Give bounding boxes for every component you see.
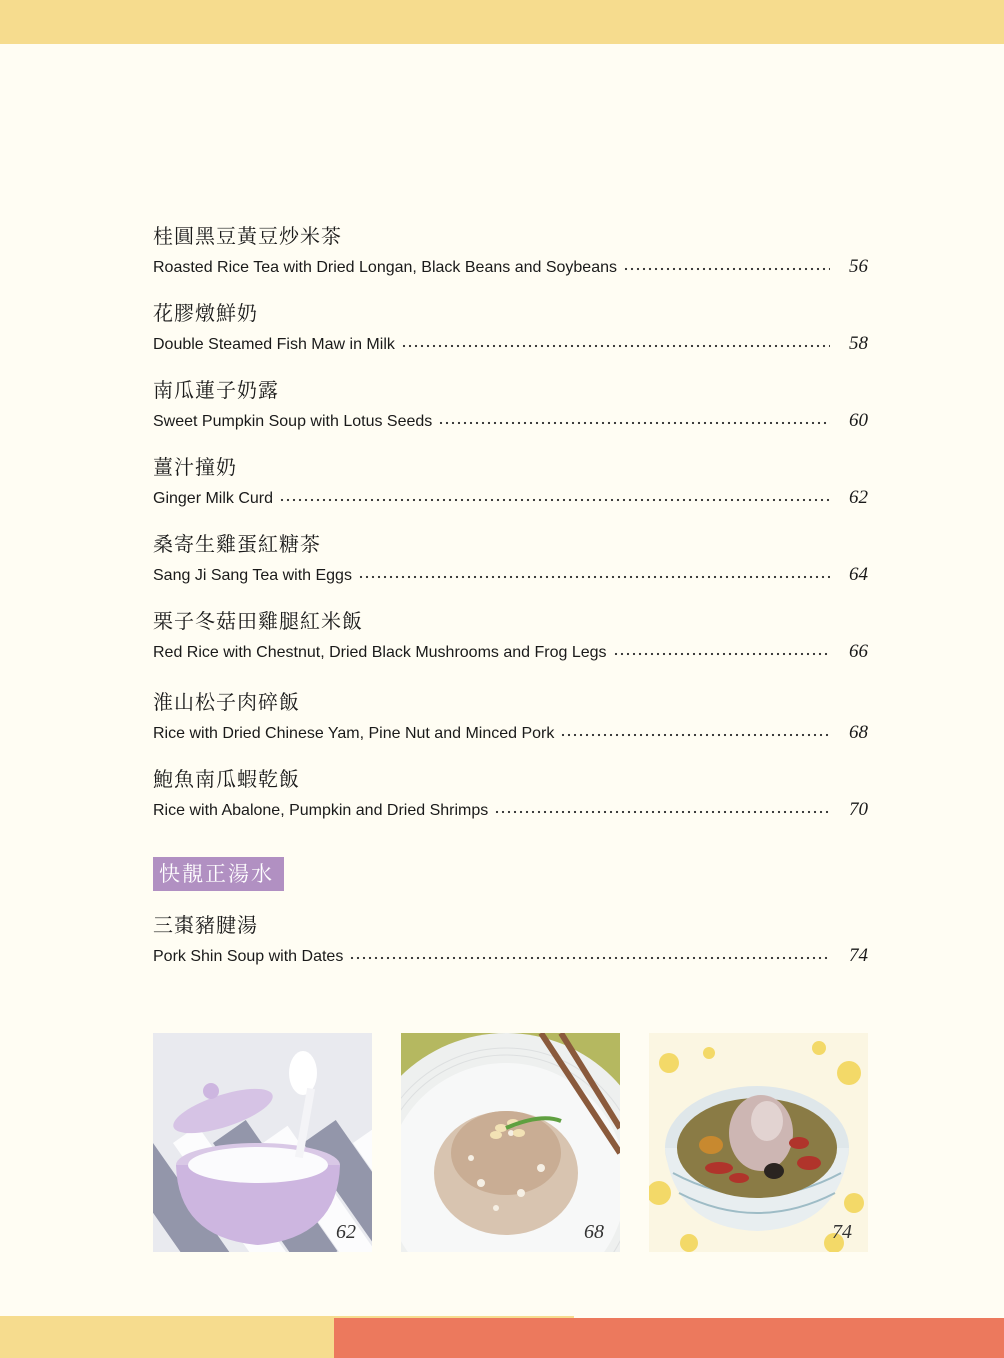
entry-title-chinese: 栗子冬菇田雞腿紅米飯	[153, 609, 363, 633]
dot-leader	[613, 652, 830, 656]
entry-line	[153, 252, 868, 282]
toc-entry[interactable]	[153, 451, 868, 528]
photo-page-number: 74	[832, 1221, 852, 1243]
minced-pork-rice-illustration	[401, 1033, 620, 1252]
entry-title-english: Double Steamed Fish Maw in Milk	[153, 336, 395, 353]
minced-pork-rice-photo[interactable]	[401, 1033, 620, 1252]
dot-leader	[494, 810, 830, 814]
page-number: 56	[849, 256, 868, 277]
pork-shin-soup-photo[interactable]	[649, 1033, 868, 1252]
toc-entry[interactable]	[153, 528, 868, 605]
entry-title-english: Red Rice with Chestnut, Dried Black Mushrooms and Frog Legs	[153, 644, 607, 661]
photo-page-number: 62	[336, 1221, 356, 1243]
entry-line	[153, 795, 868, 825]
table-of-contents	[153, 220, 868, 986]
entry-line	[153, 329, 868, 359]
page-number: 60	[849, 410, 868, 431]
entry-title-chinese: 桑寄生雞蛋紅糖茶	[153, 532, 321, 556]
page-number: 70	[849, 799, 868, 820]
section-header	[153, 857, 868, 909]
page-number: 68	[849, 722, 868, 743]
page-number: 74	[849, 945, 868, 966]
toc-entry[interactable]	[153, 686, 868, 763]
entry-title-chinese: 淮山松子肉碎飯	[153, 690, 300, 714]
page-number: 66	[849, 641, 868, 662]
toc-entry[interactable]	[153, 220, 868, 297]
bottom-band-orange	[334, 1318, 1004, 1358]
milk-curd-illustration	[153, 1033, 372, 1252]
entry-title-english: Sweet Pumpkin Soup with Lotus Seeds	[153, 413, 433, 430]
entry-line	[153, 637, 868, 667]
page-number: 58	[849, 333, 868, 354]
entry-title-english: Sang Ji Sang Tea with Eggs	[153, 567, 352, 584]
section-badge: 快靚正湯水	[153, 857, 284, 891]
dot-leader	[623, 267, 830, 271]
entry-title-chinese: 南瓜蓮子奶露	[153, 378, 279, 402]
dot-leader	[279, 498, 830, 502]
toc-entry[interactable]	[153, 374, 868, 451]
entry-title-chinese: 三棗豬腱湯	[153, 913, 258, 937]
entry-title-chinese: 薑汁撞奶	[153, 455, 237, 479]
toc-entry[interactable]	[153, 909, 868, 986]
dot-leader	[560, 733, 830, 737]
entry-title-english: Pork Shin Soup with Dates	[153, 948, 344, 965]
entry-line	[153, 483, 868, 513]
dot-leader	[358, 575, 830, 579]
dot-leader	[401, 344, 830, 348]
page-number: 64	[849, 564, 868, 585]
milk-curd-dish-photo[interactable]	[153, 1033, 372, 1252]
pork-shin-soup-illustration	[649, 1033, 868, 1252]
dot-leader	[438, 421, 830, 425]
entry-title-english: Rice with Abalone, Pumpkin and Dried Shrimps	[153, 802, 489, 819]
entry-title-english: Rice with Dried Chinese Yam, Pine Nut and Minced Pork	[153, 725, 555, 742]
dot-leader	[349, 956, 830, 960]
photo-strip	[153, 1033, 868, 1252]
top-color-band	[0, 0, 1004, 44]
toc-entry[interactable]	[153, 763, 868, 857]
entry-line	[153, 941, 868, 971]
entry-title-english: Roasted Rice Tea with Dried Longan, Black Beans and Soybeans	[153, 259, 617, 276]
toc-entry[interactable]	[153, 605, 868, 686]
entry-title-chinese: 桂圓黑豆黃豆炒米茶	[153, 224, 342, 248]
entry-title-chinese: 鮑魚南瓜蝦乾飯	[153, 767, 300, 791]
toc-entry[interactable]	[153, 297, 868, 374]
entry-line	[153, 406, 868, 436]
page-number: 62	[849, 487, 868, 508]
entry-line	[153, 560, 868, 590]
entry-title-chinese: 花膠燉鮮奶	[153, 301, 258, 325]
photo-page-number: 68	[584, 1221, 604, 1243]
entry-line	[153, 718, 868, 748]
entry-title-english: Ginger Milk Curd	[153, 490, 274, 507]
